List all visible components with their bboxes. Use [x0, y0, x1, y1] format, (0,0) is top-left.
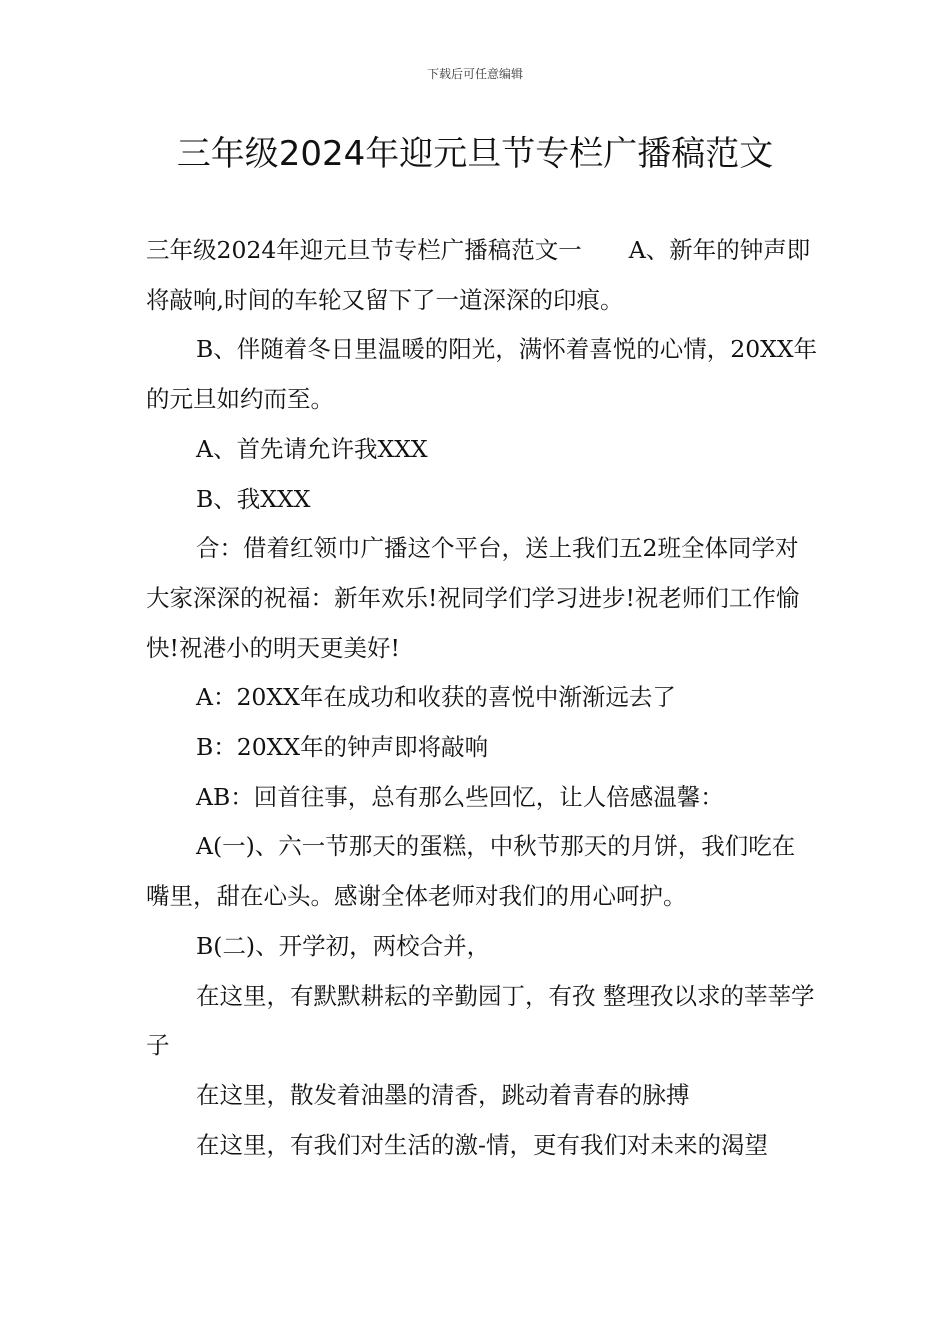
body-paragraph: B、伴随着冬日里温暖的阳光，满怀着喜悦的心情，20XX年的元旦如约而至。 — [146, 335, 818, 414]
body-paragraph: 在这里，散发着油墨的清香，跳动着青春的脉搏 — [196, 1080, 690, 1109]
body-paragraph: B(二)、开学初，两校合并， — [196, 931, 491, 960]
document-body — [146, 226, 818, 1170]
body-paragraph: A(一)、六一节那天的蛋糕，中秋节那天的月饼，我们吃在嘴里，甜在心头。感谢全体老师对我们的用心呵护。 — [146, 832, 796, 911]
body-paragraph: AB：回首往事，总有那么些回忆，让人倍感温馨： — [196, 782, 724, 811]
body-paragraph: 在这里，有默默耕耘的辛勤园丁，有孜 整理孜以求的莘莘学子 — [146, 981, 815, 1060]
document-title: 三年级2024年迎元旦节专栏广播稿范文 — [176, 134, 774, 174]
body-paragraph: B、我XXX — [196, 484, 311, 513]
body-paragraph: B：20XX年的钟声即将敲响 — [196, 733, 489, 762]
body-paragraph: 在这里，有我们对生活的激-情，更有我们对未来的渴望 — [196, 1130, 768, 1159]
header-note: 下载后可任意编辑 — [426, 67, 523, 81]
body-paragraph: A、首先请允许我XXX — [196, 434, 428, 463]
body-paragraph: 三年级2024年迎元旦节专栏广播稿范文一 A、新年的钟声即将敲响,时间的车轮又留下了一道深深的印痕。 — [146, 236, 811, 314]
body-paragraph: A：20XX年在成功和收获的喜悦中渐渐远去了 — [196, 683, 676, 712]
body-paragraph: 合：借着红领巾广播这个平台，送上我们五2班全体同学对大家深深的祝福：新年欢乐!祝同学们学习进步!祝老师们工作愉快!祝港小的明天更美好! — [146, 534, 800, 662]
